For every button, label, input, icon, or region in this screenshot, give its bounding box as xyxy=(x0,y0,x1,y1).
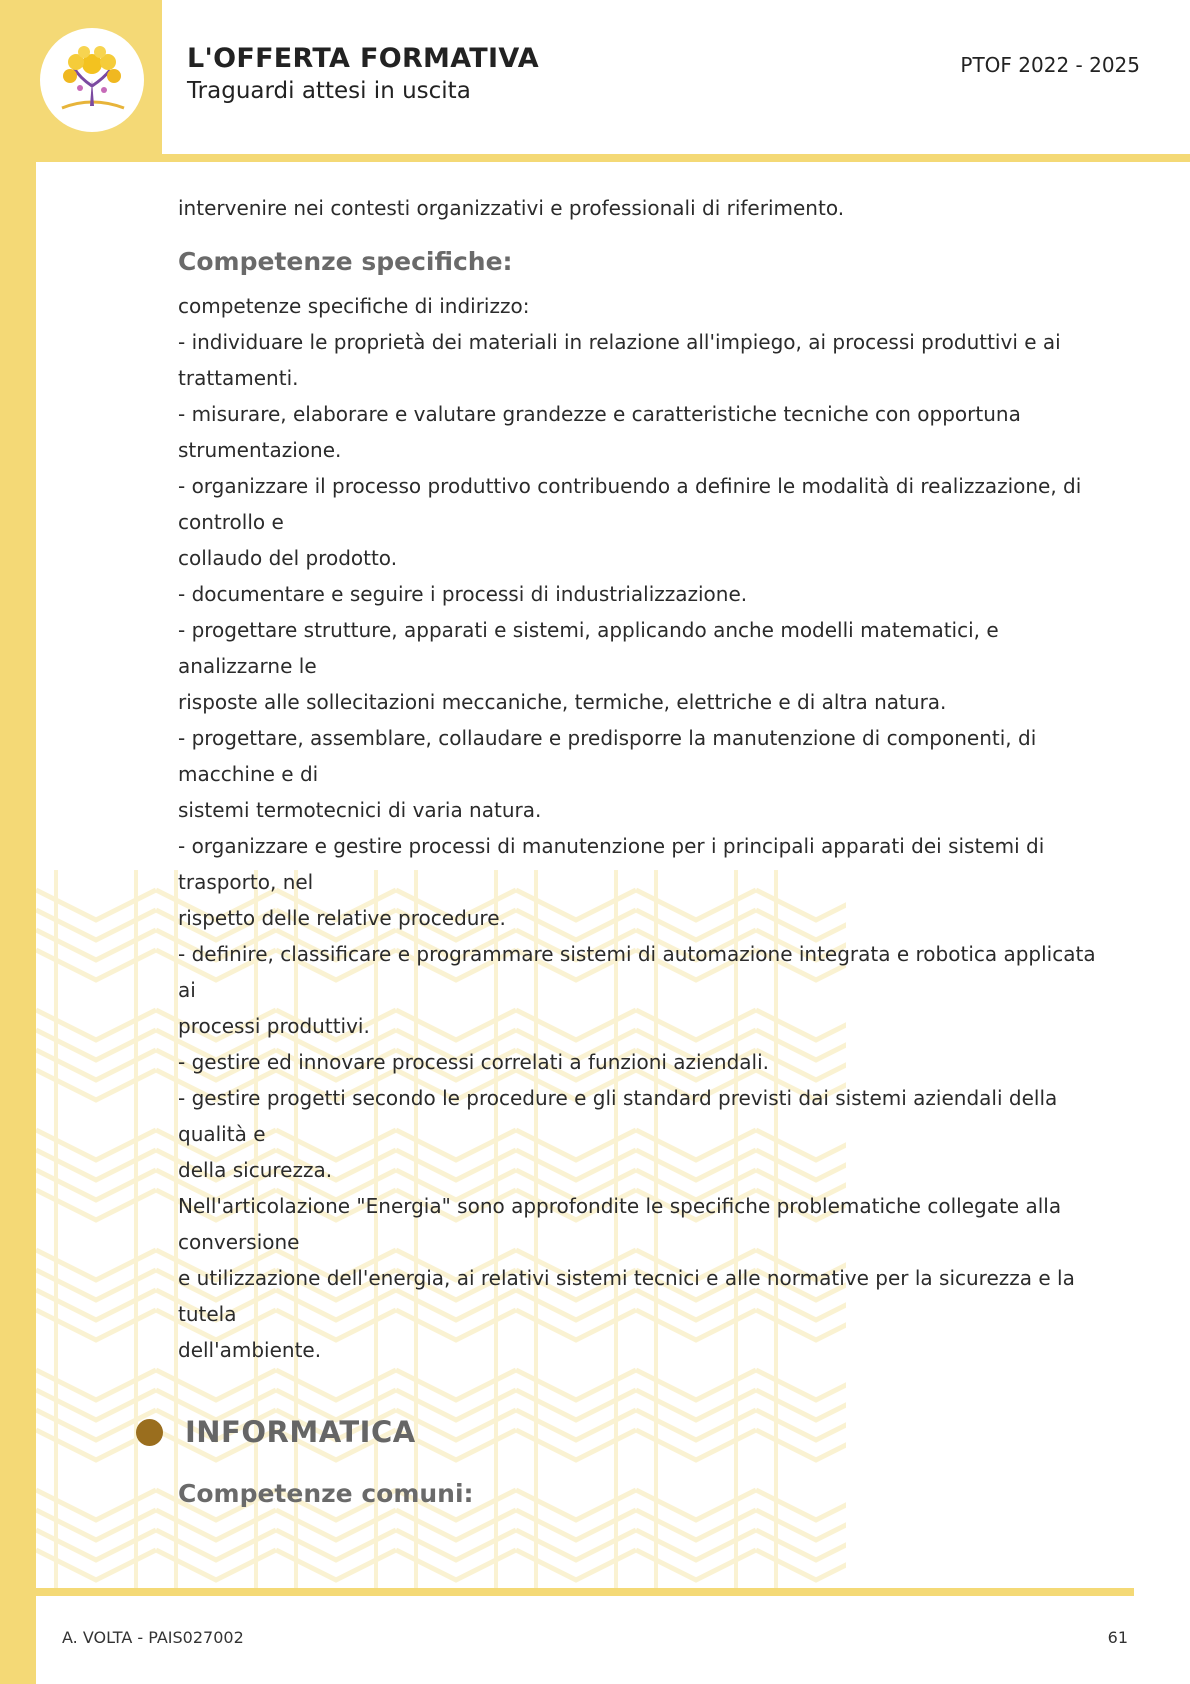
text-line: - gestire progetti secondo le procedure e gli standard previsti dai sistemi aziendali della xyxy=(178,1086,1058,1110)
section-informatica xyxy=(136,1415,416,1449)
text-line: macchine e di xyxy=(178,762,319,786)
page-number: 61 xyxy=(1107,1628,1128,1647)
page-title: L'OFFERTA FORMATIVA xyxy=(187,43,539,74)
text-line: risposte alle sollecitazioni meccaniche, termiche, elettriche e di altra natura. xyxy=(178,690,947,714)
text-line: - progettare, assemblare, collaudare e predisporre la manutenzione di componenti, di xyxy=(178,726,1037,750)
text-line: Nell'articolazione "Energia" sono approfondite le specifiche problematiche collegate alla xyxy=(178,1194,1062,1218)
page-subtitle: Traguardi attesi in uscita xyxy=(187,78,471,104)
common-competences-heading: Competenze comuni: xyxy=(178,1479,474,1508)
text-line: collaudo del prodotto. xyxy=(178,546,398,570)
section-bullet-icon xyxy=(136,1419,163,1446)
text-line: trasporto, nel xyxy=(178,870,314,894)
text-line: sistemi termotecnici di varia natura. xyxy=(178,798,542,822)
text-line: trattamenti. xyxy=(178,366,299,390)
text-line: - definire, classificare e programmare sistemi di automazione integrata e robotica applicata xyxy=(178,942,1096,966)
text-line: processi produttivi. xyxy=(178,1014,370,1038)
section-title: INFORMATICA xyxy=(185,1415,416,1449)
specific-competences-list xyxy=(178,288,1128,1368)
tree-logo-icon xyxy=(40,28,144,132)
text-line: - organizzare e gestire processi di manutenzione per i principali apparati dei sistemi di xyxy=(178,834,1045,858)
text-line: controllo e xyxy=(178,510,284,534)
text-line: - progettare strutture, apparati e sistemi, applicando anche modelli matematici, e xyxy=(178,618,999,642)
text-line: tutela xyxy=(178,1302,237,1326)
text-line: della sicurezza. xyxy=(178,1158,333,1182)
text-line: conversione xyxy=(178,1230,300,1254)
text-line: dell'ambiente. xyxy=(178,1338,322,1362)
intro-paragraph: intervenire nei contesti organizzativi e professionali di riferimento. xyxy=(178,196,845,220)
text-line: ai xyxy=(178,978,196,1002)
text-line: analizzarne le xyxy=(178,654,317,678)
text-line: rispetto delle relative procedure. xyxy=(178,906,506,930)
text-line: - organizzare il processo produttivo contribuendo a definire le modalità di realizzazione, di xyxy=(178,474,1082,498)
text-line: e utilizzazione dell'energia, ai relativi sistemi tecnici e alle normative per la sicurezza e la xyxy=(178,1266,1075,1290)
text-line: - misurare, elaborare e valutare grandezze e caratteristiche tecniche con opportuna xyxy=(178,402,1021,426)
text-line: qualità e xyxy=(178,1122,266,1146)
text-line: - gestire ed innovare processi correlati a funzioni aziendali. xyxy=(178,1050,770,1074)
ptof-label: PTOF 2022 - 2025 xyxy=(960,53,1140,77)
left-decorative-band xyxy=(0,0,36,1684)
text-line: strumentazione. xyxy=(178,438,342,462)
specific-competences-heading: Competenze specifiche: xyxy=(178,247,513,276)
footer-school: A. VOLTA - PAIS027002 xyxy=(62,1628,244,1647)
text-line: - individuare le proprietà dei materiali in relazione all'impiego, ai processi produttivi e ai xyxy=(178,330,1061,354)
header-divider xyxy=(162,154,1190,162)
text-line: - documentare e seguire i processi di industrializzazione. xyxy=(178,582,748,606)
main-content xyxy=(178,190,1128,1368)
text-line: competenze specifiche di indirizzo: xyxy=(178,294,530,318)
footer-divider xyxy=(36,1588,1134,1596)
